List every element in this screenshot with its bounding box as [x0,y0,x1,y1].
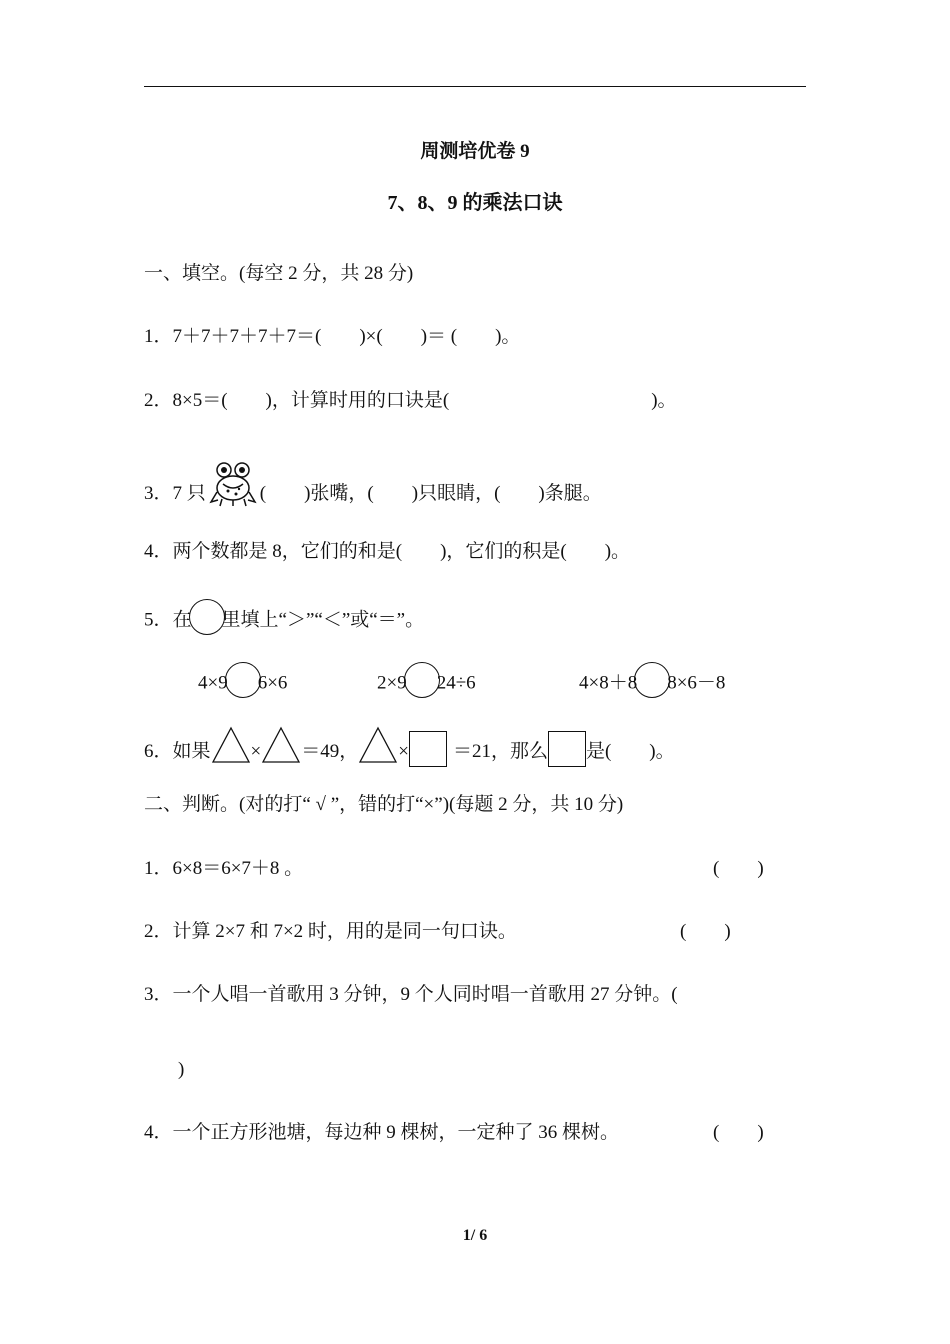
compare-2-circle [404,662,440,698]
question-1-6 [144,730,675,775]
q2-text-b: )。 [651,390,677,411]
page-title: 周测培优卷 9 [420,141,530,162]
compare-1-circle [225,662,261,698]
compare-3-circle [634,662,670,698]
triangle-shape-2 [261,726,301,771]
q6-end: 是( )。 [585,740,675,762]
question-1-3 [144,466,602,523]
q5-text-b: 里填上“＞”“＜”或“＝”。 [221,609,425,631]
page-number: 1/ 6 [462,1227,488,1244]
q6-text-a: 6．如果 [144,740,211,762]
compare-2-right: 24÷6 [436,672,476,694]
question-1-5 [144,603,424,639]
triangle-shape-1 [211,726,251,771]
compare-2 [377,666,476,702]
compare-3-right: 8×6－8 [667,672,726,694]
q6-times-2: × [398,740,409,762]
judge-4: 4．一个正方形池塘，每边种 9 棵树，一定种了 36 棵树。 [144,1122,620,1143]
compare-1-right: 6×6 [257,672,288,694]
triangle-shape-3 [358,726,398,771]
section1-heading: 一、填空。(每空 2 分，共 28 分) [144,263,414,284]
question-1-2 [144,389,677,413]
frog-icon [208,458,258,515]
compare-1 [198,666,287,702]
judge-2-paren: ( ) [680,921,731,942]
question-1-1: 1．7＋7＋7＋7＋7＝( )×( )＝ ( )。 [144,326,521,347]
q3-text-a: 3．7 只 [144,482,206,504]
compare-1-left: 4×9 [198,672,228,694]
judge-1-paren: ( ) [713,858,764,879]
q6-eq-2: ＝21，那么 [452,740,548,762]
q3-text-b: ( )张嘴，( )只眼睛，( )条腿。 [259,482,602,504]
judge-3: 3．一个人唱一首歌用 3 分钟，9 个人同时唱一首歌用 27 分钟。( [144,984,678,1005]
judge-3-cont: ) [178,1059,185,1080]
question-1-4: 4．两个数都是 8，它们的和是( )，它们的积是( )。 [144,541,631,562]
compare-3-left: 4×8＋8 [579,672,638,694]
q6-times-1: × [250,740,262,762]
q2-text-a: 2．8×5＝( )，计算时用的口诀是( [144,390,450,411]
page-subtitle: 7、8、9 的乘法口诀 [387,192,563,214]
compare-2-left: 2×9 [377,672,407,694]
judge-4-paren: ( ) [713,1122,764,1143]
compare-3 [579,666,725,702]
section2-heading: 二、判断。(对的打“ √ ”，错的打“×”)(每题 2 分，共 10 分) [144,794,624,815]
q6-eq-1: ＝49， [301,740,359,762]
top-rule [144,86,806,87]
square-shape-2 [548,731,586,767]
judge-2: 2．计算 2×7 和 7×2 时，用的是同一句口诀。 [144,921,517,942]
square-shape-1 [409,731,447,767]
answer-circle [189,599,225,635]
q5-text-a: 5．在 [144,609,192,631]
judge-1: 1．6×8＝6×7＋8 。 [144,858,304,879]
